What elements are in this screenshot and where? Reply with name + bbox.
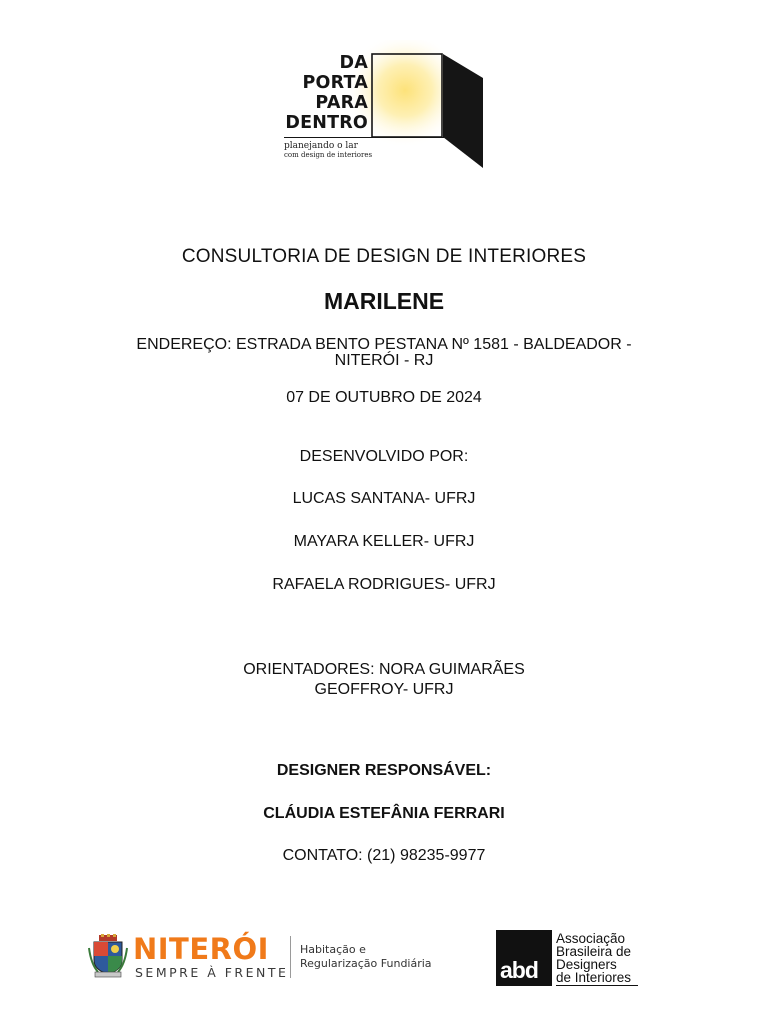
abd-name-line-2: Brasileira de: [556, 944, 632, 959]
logo-word: DENTRO: [285, 113, 368, 133]
abd-name-line-3: Designers: [556, 957, 617, 972]
department-line-1: Habitação e: [300, 943, 366, 956]
niteroi-slogan: SEMPRE À FRENTE: [135, 965, 289, 980]
logo-tagline: planejando o lar: [284, 141, 358, 151]
advisors-line-1: ORIENTADORES: NORA GUIMARÃES: [243, 661, 525, 678]
brand-logo: [270, 40, 490, 175]
logo-word: PARA: [315, 93, 368, 113]
developed-by-label: DESENVOLVIDO POR:: [299, 448, 469, 465]
abd-name-line-1: Associação: [556, 931, 626, 946]
niteroi-logo: [88, 932, 438, 982]
abd-name-line-4: de Interiores: [556, 970, 632, 985]
logo-word: PORTA: [302, 73, 368, 93]
advisors-line-2: GEOFFROY- UFRJ: [314, 681, 454, 698]
developer-name: LUCAS SANTANA- UFRJ: [292, 490, 476, 507]
developer-name: RAFAELA RODRIGUES- UFRJ: [272, 576, 496, 593]
coat-of-arms-icon: [88, 934, 128, 978]
abd-logo: [496, 930, 646, 986]
logo-tagline-sub: com design de interiores: [284, 151, 373, 159]
developer-name: MAYARA KELLER- UFRJ: [293, 533, 475, 550]
address-line-1: ENDEREÇO: ESTRADA BENTO PESTANA Nº 1581 - BALDEADOR -: [136, 336, 632, 353]
abd-mark: abd: [500, 957, 538, 983]
designer-label: DESIGNER RESPONSÁVEL:: [276, 762, 492, 779]
logo-wordmark: [270, 53, 368, 133]
designer-name: CLÁUDIA ESTEFÂNIA FERRARI: [263, 805, 505, 822]
address-line-2: NITERÓI - RJ: [334, 352, 434, 369]
department-line-2: Regularização Fundiária: [300, 957, 432, 970]
document-date: 07 DE OUTUBRO DE 2024: [286, 389, 482, 406]
contact-phone: CONTATO: (21) 98235-9977: [282, 847, 486, 864]
footer-divider: [290, 936, 291, 978]
abd-underline: [556, 985, 638, 986]
logo-underline: [284, 137, 444, 138]
abd-mark-box: [496, 930, 552, 986]
logo-word: DA: [339, 53, 368, 73]
niteroi-wordmark: NITERÓI: [133, 932, 269, 966]
document-subtitle: CONSULTORIA DE DESIGN DE INTERIORES: [181, 246, 587, 267]
client-name: MARILENE: [323, 288, 445, 314]
